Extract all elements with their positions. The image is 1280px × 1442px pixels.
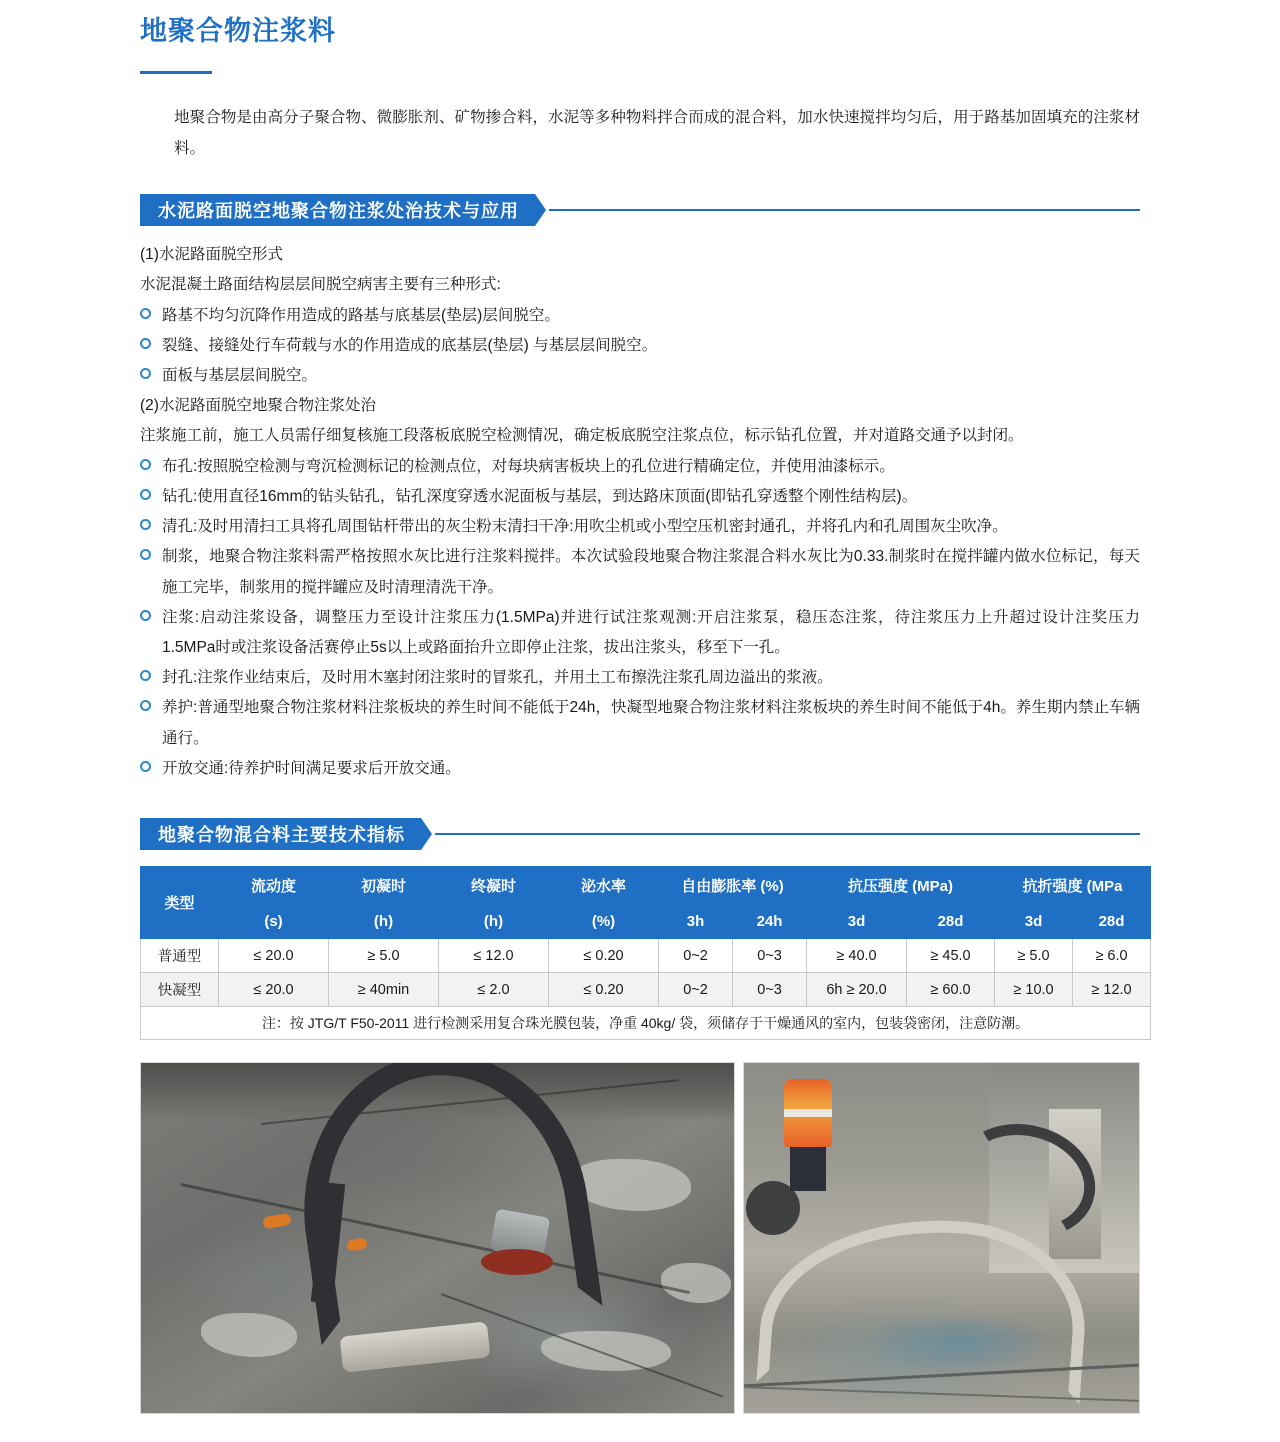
photo-2-vest-stripe [784,1109,832,1117]
circle-bullet-icon [140,368,151,379]
list-item-text: 钻孔:使用直径16mm的钻头钻孔，钻孔深度穿透水泥面板与基层，到达路床顶面(即钻孔穿透整个刚性结构层)。 [162,487,918,505]
photo-1-patch [571,1159,691,1211]
cell-expansion-24h: 0~3 [733,973,807,1007]
photo-1-paint-mark [262,1213,292,1230]
subsection-2-title: (2)水泥路面脱空地聚合物注浆处治 [140,397,376,415]
list-item-text: 裂缝、接缝处行车荷载与水的作用造成的底基层(垫层) 与基层层间脱空。 [162,336,658,354]
col-header-expansion: 自由膨胀率 (%) [659,867,807,905]
cell-expansion-3h: 0~2 [659,939,733,973]
list-item-text: 养护:普通型地聚合物注浆材料注浆板块的养生时间不能低于24h，快凝型地聚合物注浆材料注浆板块的养生时间不能低于4h。养生期内禁止车辆通行。 [162,699,1140,747]
list-item [140,754,1140,784]
cell-final-set: ≤ 12.0 [439,939,549,973]
spec-table-wrap [140,866,1140,1040]
section-1-body [140,240,1140,784]
photo-grouting-hose [140,1062,735,1414]
page-bottom-spacer [140,1424,1140,1442]
unit-compressive-3d: 3d [807,905,907,939]
circle-bullet-icon [140,459,151,470]
unit-expansion-3h: 3h [659,905,733,939]
list-item [140,693,1140,753]
section-heading-1-label: 水泥路面脱空地聚合物注浆处治技术与应用 [140,194,535,226]
circle-bullet-icon [140,519,151,530]
cell-flexural-28d: ≥ 6.0 [1073,939,1151,973]
unit-final-set: (h) [439,905,549,939]
intro-paragraph [140,102,1140,164]
table-note-row [141,1007,1151,1040]
photo-1-injection-plate [481,1249,553,1275]
col-header-final-set: 终凝时 [439,867,549,905]
circle-bullet-icon [140,700,151,711]
list-item [140,452,1140,482]
section-heading-2-rule [435,833,1140,835]
list-item-text: 封孔:注浆作业结束后，及时用木塞封闭注浆时的冒浆孔，并用土工布擦洗注浆孔周边溢出的浆液。 [162,669,833,687]
circle-bullet-icon [140,761,151,772]
table-row [141,973,1151,1007]
photo-2-wet-patch [864,1313,1054,1373]
list-item [140,512,1140,542]
list-item-text: 开放交通:待养护时间满足要求后开放交通。 [162,759,461,777]
bullet-list-2 [140,452,1140,784]
circle-bullet-icon [140,308,151,319]
cell-compressive-28d: ≥ 60.0 [907,973,995,1007]
unit-flexural-28d: 28d [1073,905,1151,939]
col-header-bleeding: 泌水率 [549,867,659,905]
cell-expansion-24h: 0~3 [733,939,807,973]
photo-2-wheel [746,1181,800,1235]
list-item-text: 清孔:及时用清扫工具将孔周围钻杆带出的灰尘粉末清扫干净:用吹尘机或小型空压机密封通孔，并将孔内和孔周围灰尘吹净。 [162,518,1008,536]
list-item [140,361,1140,391]
cell-flow: ≤ 20.0 [219,973,329,1007]
subsection-1-lead: 水泥混凝土路面结构层层间脱空病害主要有三种形式: [140,276,501,294]
photo-1-patch [201,1313,297,1357]
cell-flow: ≤ 20.0 [219,939,329,973]
unit-bleeding: (%) [549,905,659,939]
spec-table [140,866,1151,1040]
cell-initial-set: ≥ 40min [329,973,439,1007]
list-item [140,482,1140,512]
cell-compressive-3d: 6h ≥ 20.0 [807,973,907,1007]
circle-bullet-icon [140,549,151,560]
table-unit-header-row [141,905,1151,939]
section-heading-1 [140,194,1140,226]
col-header-flexural: 抗折强度 (MPa [995,867,1151,905]
col-header-flow: 流动度 [219,867,329,905]
row-type: 普通型 [141,939,219,973]
circle-bullet-icon [140,489,151,500]
circle-bullet-icon [140,670,151,681]
unit-initial-set: (h) [329,905,439,939]
table-row [141,939,1151,973]
photo-1-image [141,1063,734,1413]
cell-flexural-28d: ≥ 12.0 [1073,973,1151,1007]
section-heading-2-label: 地聚合物混合料主要技术指标 [140,818,421,850]
photo-2-worker-legs [790,1147,826,1191]
photo-worksite [743,1062,1140,1414]
circle-bullet-icon [140,610,151,621]
unit-flow: (s) [219,905,329,939]
list-item-text: 注浆:启动注浆设备，调整压力至设计注浆压力(1.5MPa)并进行试注浆观测:开启注浆泵，稳压态注浆，待注浆压力上升超过设计注奖压力1.5MPa时或注浆设备活赛停止5s以上或路面抬升立即停止注浆，拔出注浆头，移至下一孔。 [162,608,1140,656]
cell-bleeding: ≤ 0.20 [549,939,659,973]
cell-initial-set: ≥ 5.0 [329,939,439,973]
bullet-list-1 [140,301,1140,392]
list-item-text: 制浆，地聚合物注浆料需严格按照水灰比进行注浆料搅拌。本次试验段地聚合物注浆混合料水灰比为0.33.制浆时在搅拌罐内做水位标记，每天施工完毕，制浆用的搅拌罐应及时清理清洗干净。 [162,548,1140,596]
intro-text: 地聚合物是由高分子聚合物、微膨胀剂、矿物掺合料，水泥等多种物料拌合而成的混合料，加水快速搅拌均匀后，用于路基加固填充的注浆材料。 [174,109,1140,158]
list-item [140,331,1140,361]
photo-row [140,1062,1140,1414]
list-item-text: 布孔:按照脱空检测与弯沉检测标记的检测点位，对每块病害板块上的孔位进行精确定位，并使用油漆标示。 [162,457,895,475]
cell-bleeding: ≤ 0.20 [549,973,659,1007]
section-heading-2 [140,818,1140,850]
unit-compressive-28d: 28d [907,905,995,939]
title-block [0,0,1280,74]
title-underline [140,71,212,74]
page-title: 地聚合物注浆料 [140,16,336,46]
col-header-compressive: 抗压强度 (MPa) [807,867,995,905]
subsection-2-lead: 注浆施工前，施工人员需仔细复核施工段落板底脱空检测情况，确定板底脱空注浆点位，标示钻孔位置，并对道路交通予以封闭。 [140,427,1024,445]
list-item-text: 路基不均匀沉降作用造成的路基与底基层(垫层)层间脱空。 [162,306,560,324]
section-heading-1-rule [549,209,1140,211]
cell-flexural-3d: ≥ 5.0 [995,939,1073,973]
list-item [140,542,1140,602]
col-header-initial-set: 初凝时 [329,867,439,905]
circle-bullet-icon [140,338,151,349]
cell-final-set: ≤ 2.0 [439,973,549,1007]
list-item-text: 面板与基层层间脱空。 [162,366,318,384]
cell-flexural-3d: ≥ 10.0 [995,973,1073,1007]
table-header-row [141,867,1151,905]
unit-flexural-3d: 3d [995,905,1073,939]
list-item [140,301,1140,331]
col-header-type: 类型 [141,867,219,939]
table-note: 注：按 JTG/T F50-2011 进行检测采用复合珠光膜包装，净重 40kg/ 袋，须储存于干燥通风的室内，包装袋密闭，注意防潮。 [141,1007,1151,1040]
unit-expansion-24h: 24h [733,905,807,939]
list-item [140,663,1140,693]
cell-compressive-3d: ≥ 40.0 [807,939,907,973]
row-type: 快凝型 [141,973,219,1007]
cell-compressive-28d: ≥ 45.0 [907,939,995,973]
subsection-1-title: (1)水泥路面脱空形式 [140,246,283,264]
photo-2-image [744,1063,1139,1413]
cell-expansion-3h: 0~2 [659,973,733,1007]
list-item [140,603,1140,663]
photo-1-patch [661,1263,731,1303]
